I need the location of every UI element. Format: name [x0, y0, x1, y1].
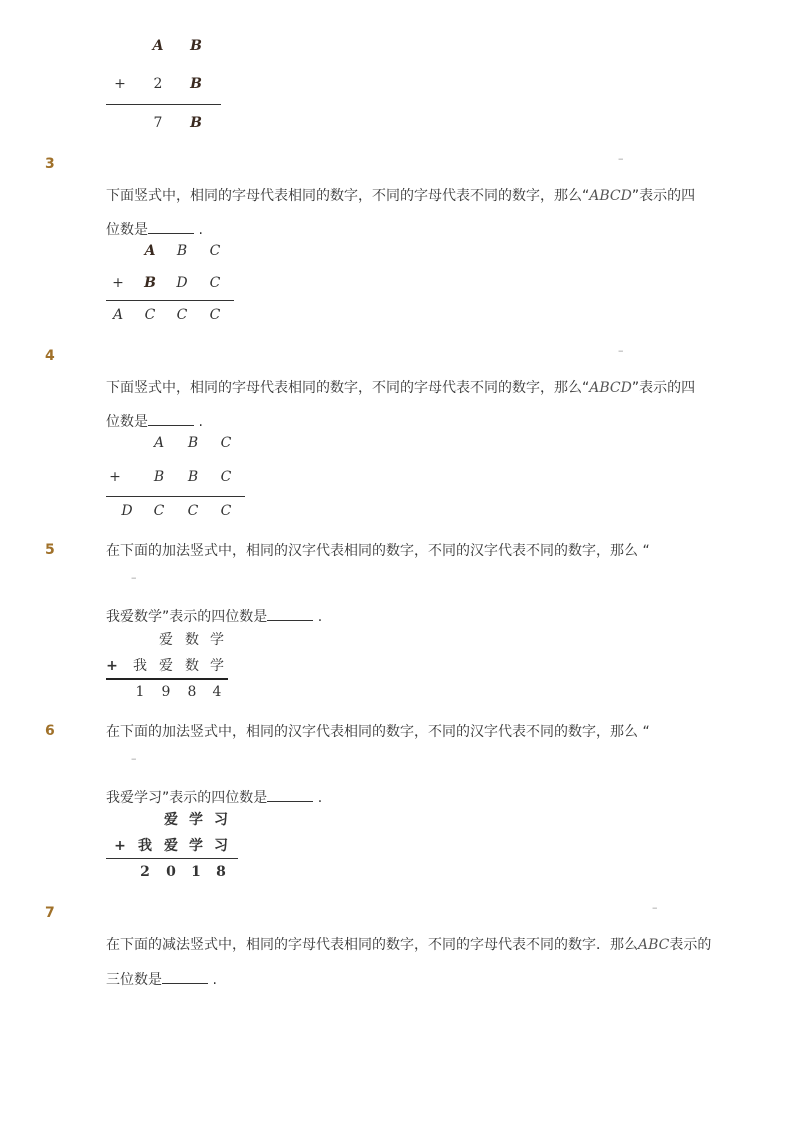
character: 爱: [164, 812, 178, 828]
digit: A: [152, 38, 164, 54]
letter: B: [176, 243, 188, 259]
sum-line: [106, 104, 221, 105]
digit: B: [190, 76, 202, 92]
question-text-line2: 我爱数学”表示的四位数是 .: [106, 606, 322, 627]
digit: 7: [153, 115, 163, 131]
sum-line: [106, 496, 245, 497]
digit: B: [190, 38, 202, 54]
letter: C: [153, 503, 165, 519]
question-number: 4: [45, 348, 55, 364]
answer-blank[interactable]: [267, 606, 313, 621]
question-text-line2: 三位数是 .: [106, 969, 217, 990]
question-text-line1: 在下面的加法竖式中，相同的汉字代表相同的数字，不同的汉字代表不同的数字，那么 “: [106, 543, 650, 559]
letter: D: [176, 275, 188, 291]
letter: B: [187, 435, 199, 451]
character: 数: [185, 632, 199, 648]
character: 数: [185, 658, 199, 674]
sum-line: [106, 300, 234, 301]
letter: C: [187, 503, 199, 519]
answer-blank[interactable]: [162, 969, 208, 984]
digit: B: [190, 115, 202, 131]
character: 爱: [164, 838, 178, 854]
character: 学: [210, 632, 224, 648]
answer-blank[interactable]: [148, 411, 194, 426]
dash-mark: –: [652, 901, 658, 914]
digit: 8: [216, 864, 226, 880]
question-text-line2: 位数是 .: [106, 219, 203, 240]
question-number: 5: [45, 542, 55, 558]
plus-sign: +: [112, 275, 124, 291]
question-text-line2: 我爱学习”表示的四位数是 .: [106, 787, 322, 808]
dash-mark: –: [131, 752, 137, 765]
dash-mark: –: [618, 152, 624, 165]
letter: C: [220, 435, 232, 451]
letter: C: [209, 275, 221, 291]
answer-blank[interactable]: [148, 219, 194, 234]
letter: A: [153, 435, 165, 451]
question-text-line1: 在下面的减法竖式中，相同的字母代表相同的数字，不同的字母代表不同的数字．那么ABC表示的: [106, 937, 712, 953]
letter: D: [121, 503, 133, 519]
question-text-line1: 下面竖式中，相同的字母代表相同的数字，不同的字母代表不同的数字，那么“ABCD”表示的四: [106, 188, 696, 204]
letter: C: [176, 307, 188, 323]
digit: 9: [161, 684, 171, 700]
character: 爱: [159, 632, 173, 648]
character: 学: [189, 838, 203, 854]
digit: 8: [187, 684, 197, 700]
answer-blank[interactable]: [267, 787, 313, 802]
character: 学: [210, 658, 224, 674]
question-text-line1: 下面竖式中，相同的字母代表相同的数字，不同的字母代表不同的数字，那么“ABCD”表示的四: [106, 380, 696, 396]
digit: 0: [166, 864, 176, 880]
plus-sign: +: [114, 838, 126, 854]
sum-line: [106, 678, 228, 680]
digit: 1: [191, 864, 201, 880]
character: 爱: [159, 658, 173, 674]
question-number: 6: [45, 723, 55, 739]
letter: B: [153, 469, 165, 485]
character: 我: [133, 658, 147, 674]
digit: 1: [135, 684, 145, 700]
digit: 2: [153, 76, 163, 92]
letter: B: [144, 275, 156, 291]
dash-mark: –: [618, 344, 624, 357]
sum-line: [106, 858, 238, 859]
letter: C: [220, 469, 232, 485]
letter: C: [209, 307, 221, 323]
character: 我: [138, 838, 152, 854]
letter: C: [220, 503, 232, 519]
plus-sign: +: [114, 76, 126, 92]
letter: B: [187, 469, 199, 485]
dash-mark: –: [131, 571, 137, 584]
character: 学: [189, 812, 203, 828]
plus-sign: +: [109, 469, 121, 485]
character: 习: [214, 838, 228, 854]
letter: A: [112, 307, 124, 323]
question-text-line2: 位数是 .: [106, 411, 203, 432]
question-text-line1: 在下面的加法竖式中，相同的汉字代表相同的数字，不同的汉字代表不同的数字，那么 “: [106, 724, 650, 740]
digit: 2: [140, 864, 150, 880]
letter: C: [209, 243, 221, 259]
letter: C: [144, 307, 156, 323]
character: 习: [214, 812, 228, 828]
plus-sign: +: [106, 658, 118, 674]
question-number: 7: [45, 905, 55, 921]
digit: 4: [212, 684, 222, 700]
question-number: 3: [45, 156, 55, 172]
letter: A: [144, 243, 156, 259]
